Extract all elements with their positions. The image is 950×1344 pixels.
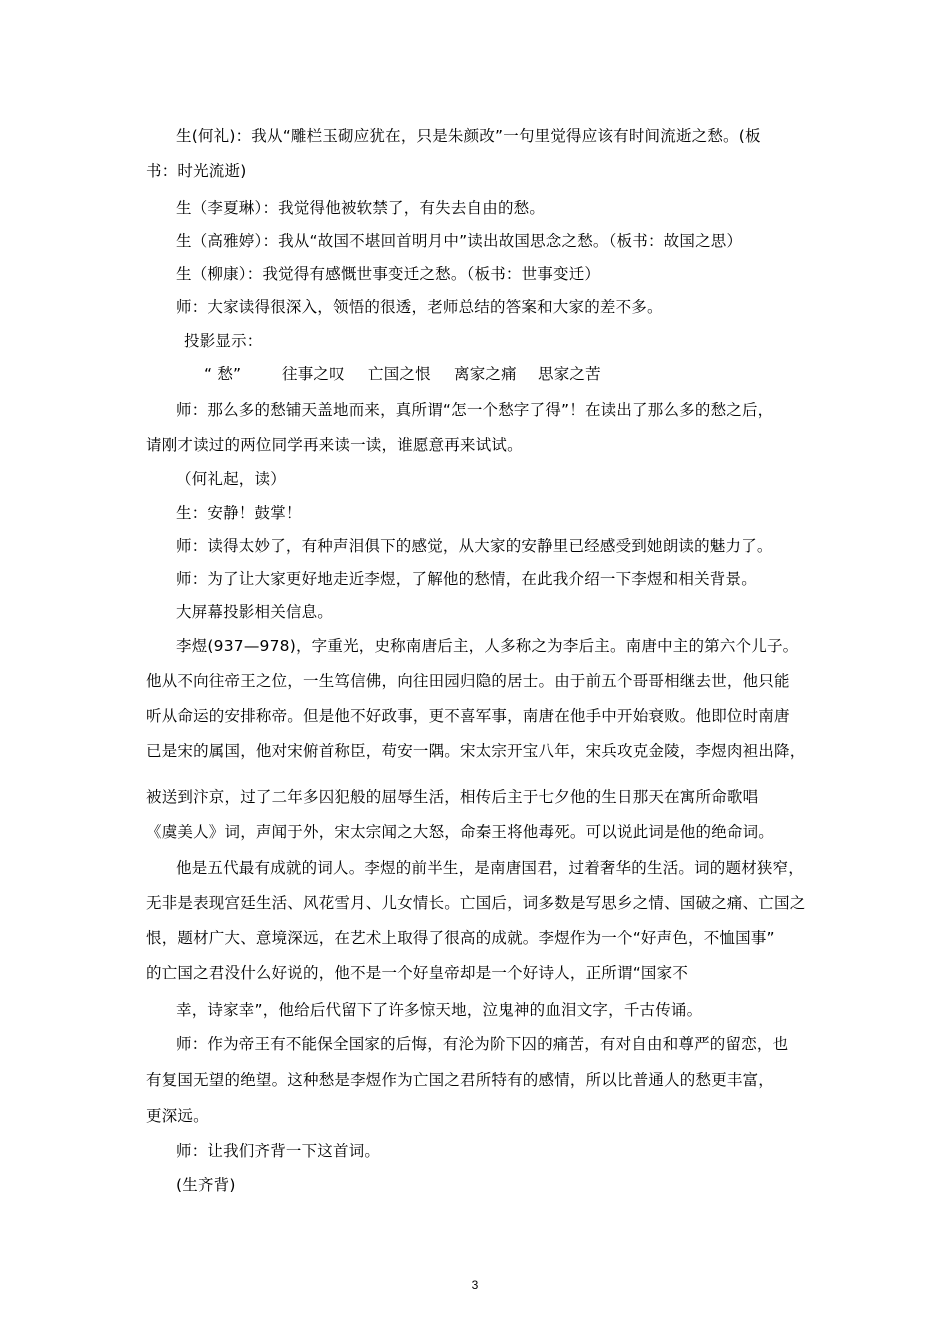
paragraph-line: 更深远。 [146,1107,209,1125]
paragraph-line: 生(何礼)：我从“雕栏玉砌应犹在，只是朱颜改”一句里觉得应该有时间流逝之愁。(板 [176,127,761,145]
paragraph-line: 生：安静！鼓掌！ [176,504,302,522]
paragraph-line: 生（高雅婷）：我从“故国不堪回首明月中”读出故国思念之愁。（板书：故国之思） [176,232,743,250]
paragraph-line: 恨，题材广大、意境深远，在艺术上取得了很高的成就。李煜作为一个“好声色，不恤国事” [146,929,775,947]
paragraph-line: 师：读得太妙了，有种声泪俱下的感觉，从大家的安静里已经感受到她朗读的魅力了。 [176,537,773,555]
paragraph-line: 《虞美人》词，声闻于外，宋太宗闻之大怒，命秦王将他毒死。可以说此词是他的绝命词。 [146,823,775,841]
paragraph-line: 听从命运的安排称帝。但是他不好政事，更不喜军事，南唐在他手中开始衰败。他即位时南唐 [146,707,790,725]
paragraph-line: 请刚才读过的两位同学再来读一读，谁愿意再来试试。 [146,436,523,454]
paragraph-line: 无非是表现宫廷生活、风花雪月、儿女情长。亡国后，词多数是写思乡之情、国破之痛、亡国之 [146,894,806,912]
paragraph-line: 师：作为帝王有不能保全国家的后悔，有沦为阶下囚的痛苦，有对自由和尊严的留恋，也 [176,1035,789,1053]
paragraph-line: 已是宋的属国，他对宋俯首称臣，苟安一隅。宋太宗开宝八年，宋兵攻克金陵，李煜肉袒出降， [146,742,806,760]
paragraph-line: 师：让我们齐背一下这首词。 [176,1142,381,1160]
paragraph-line: 生（柳康）：我觉得有感慨世事变迁之愁。（板书：世事变迁） [176,265,601,283]
paragraph-line: 他从不向往帝王之位，一生笃信佛，向往田园归隐的居士。由于前五个哥哥相继去世，他只能 [146,672,790,690]
projection-item: 往事之叹 [282,365,345,383]
paragraph-line: 被送到汴京，过了二年多囚犯般的屈辱生活，相传后主于七夕他的生日那天在寓所命歌唱 [146,788,759,806]
paragraph-line: 有复国无望的绝望。这种愁是李煜作为亡国之君所特有的感情，所以比普通人的愁更丰富， [146,1071,775,1089]
projection-item: “ 愁” [204,365,242,383]
paragraph-line: 师：为了让大家更好地走近李煜，了解他的愁情，在此我介绍一下李煜和相关背景。 [176,570,757,588]
paragraph-line: 师：大家读得很深入，领悟的很透，老师总结的答案和大家的差不多。 [176,298,663,316]
projection-item: 思家之苦 [538,365,601,383]
paragraph-line: 的亡国之君没什么好说的，他不是一个好皇帝却是一个好诗人，正所谓“国家不 [146,964,689,982]
projection-item: 离家之痛 [454,365,517,383]
projection-item: 亡国之恨 [368,365,431,383]
paragraph-line: 书：时光流逝) [146,162,247,180]
projection-line [204,364,601,384]
page-number: 3 [471,1278,479,1292]
paragraph-line: 师：那么多的愁铺天盖地而来，真所谓“怎一个愁字了得”！在读出了那么多的愁之后， [176,401,774,419]
paragraph-line: 李煜(937—978)，字重光，史称南唐后主，人多称之为李后主。南唐中主的第六个儿子。 [176,637,799,655]
paragraph-line: （何礼起，读） [176,470,286,488]
paragraph-line: (生齐背) [176,1176,236,1194]
paragraph-line: 幸，诗家幸”，他给后代留下了许多惊天地，泣鬼神的血泪文字，千古传诵。 [176,1001,703,1019]
paragraph-line: 大屏幕投影相关信息。 [176,603,334,621]
paragraph-line: 生（李夏琳）：我觉得他被软禁了，有失去自由的愁。 [176,199,546,217]
paragraph-line: 投影显示： [184,332,263,350]
paragraph-line: 他是五代最有成就的词人。李煜的前半生，是南唐国君，过着奢华的生活。词的题材狭窄， [176,859,805,877]
